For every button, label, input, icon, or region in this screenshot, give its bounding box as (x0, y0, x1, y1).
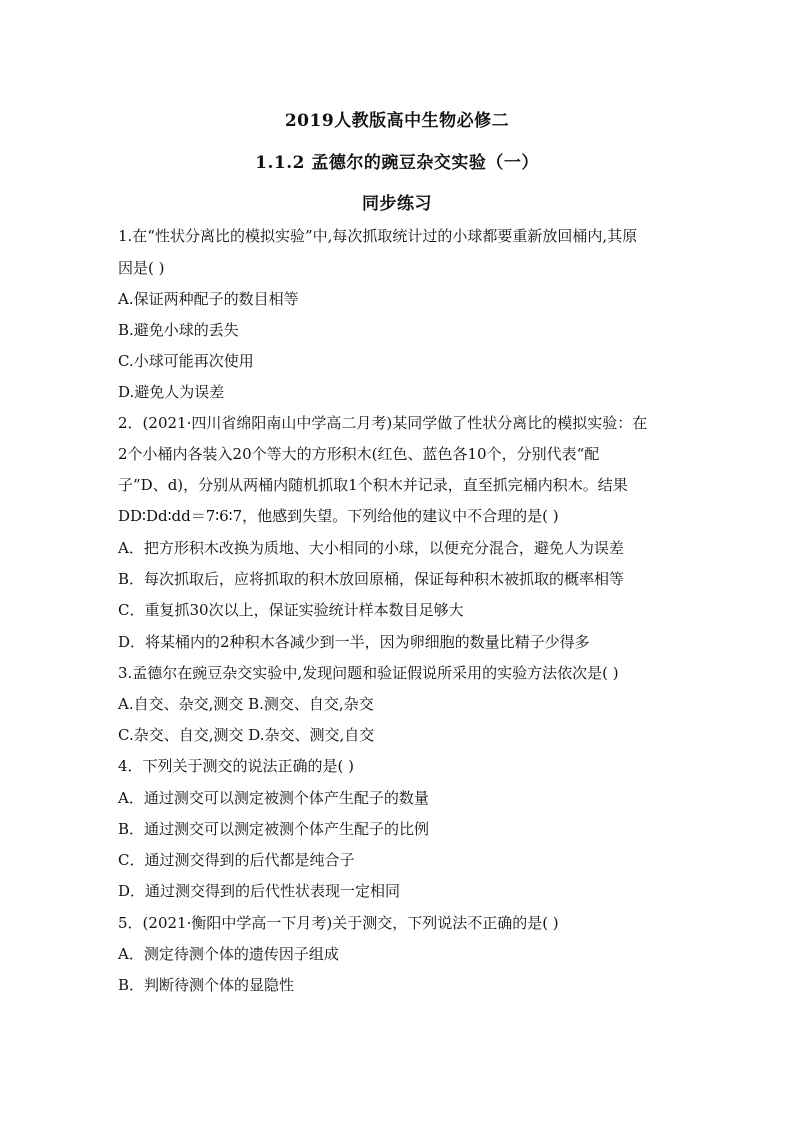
question-1-option-d: D.避免人为误差 (118, 383, 225, 401)
question-2-option-a: A．把方形积木改换为质地、大小相同的小球，以便充分混合，避免人为误差 (118, 539, 624, 557)
question-5-stem: 5．(2021·衡阳中学高一下月考)关于测交，下列说法不正确的是( ) (118, 914, 559, 932)
section-title: 同步练习 (362, 194, 432, 214)
question-4-option-b: B．通过测交可以测定被测个体产生配子的比例 (118, 820, 430, 838)
question-4-stem: 4．下列关于测交的说法正确的是( ) (118, 757, 355, 775)
question-1-option-b: B.避免小球的丢失 (118, 321, 239, 339)
question-2-option-b: B．每次抓取后，应将抓取的积木放回原桶，保证每种积木被抓取的概率相等 (118, 570, 625, 588)
question-5-option-b: B．判断待测个体的显隐性 (118, 976, 295, 994)
question-1-stem-line-2: 因是( ) (118, 259, 165, 277)
question-2-stem-line-3: 子”D、d)，分别从两桶内随机抓取1个积木并记录，直至抓完桶内积木。结果 (118, 476, 628, 494)
question-4-option-d: D．通过测交得到的后代性状表现一定相同 (118, 882, 401, 900)
question-4-option-a: A．通过测交可以测定被测个体产生配子的数量 (118, 789, 429, 807)
question-3-options-cd: C.杂交、自交,测交 D.杂交、测交,自交 (118, 726, 375, 744)
question-5-option-a: A．测定待测个体的遗传因子组成 (118, 945, 339, 963)
question-2-option-c: C．重复抓30次以上，保证实验统计样本数目足够大 (118, 601, 464, 619)
question-1-option-c: C.小球可能再次使用 (118, 352, 254, 370)
document-title: 2019人教版高中生物必修二 (284, 111, 510, 131)
lesson-title: 1.1.2 孟德尔的豌豆杂交实验（一） (255, 153, 539, 173)
question-3-stem: 3.孟德尔在豌豆杂交实验中,发现问题和验证假说所采用的实验方法依次是( ) (118, 664, 619, 682)
question-2-stem-line-1: 2．(2021·四川省绵阳南山中学高二月考)某同学做了性状分离比的模拟实验：在 (118, 414, 648, 432)
question-2-option-d: D．将某桶内的2种积木各减少到一半，因为卵细胞的数量比精子少得多 (118, 633, 590, 651)
question-3-options-ab: A.自交、杂交,测交 B.测交、自交,杂交 (118, 695, 374, 713)
question-1-option-a: A.保证两种配子的数目相等 (118, 290, 299, 308)
question-2-stem-line-4: DD∶Dd∶dd＝7∶6∶7，他感到失望。下列给他的建议中不合理的是( ) (118, 507, 559, 525)
question-2-stem-line-2: 2个小桶内各装入20个等大的方形积木(红色、蓝色各10个，分别代表“配 (118, 445, 600, 463)
question-4-option-c: C．通过测交得到的后代都是纯合子 (118, 851, 355, 869)
question-1-stem-line-1: 1.在“性状分离比的模拟实验”中,每次抓取统计过的小球都要重新放回桶内,其原 (118, 227, 638, 245)
